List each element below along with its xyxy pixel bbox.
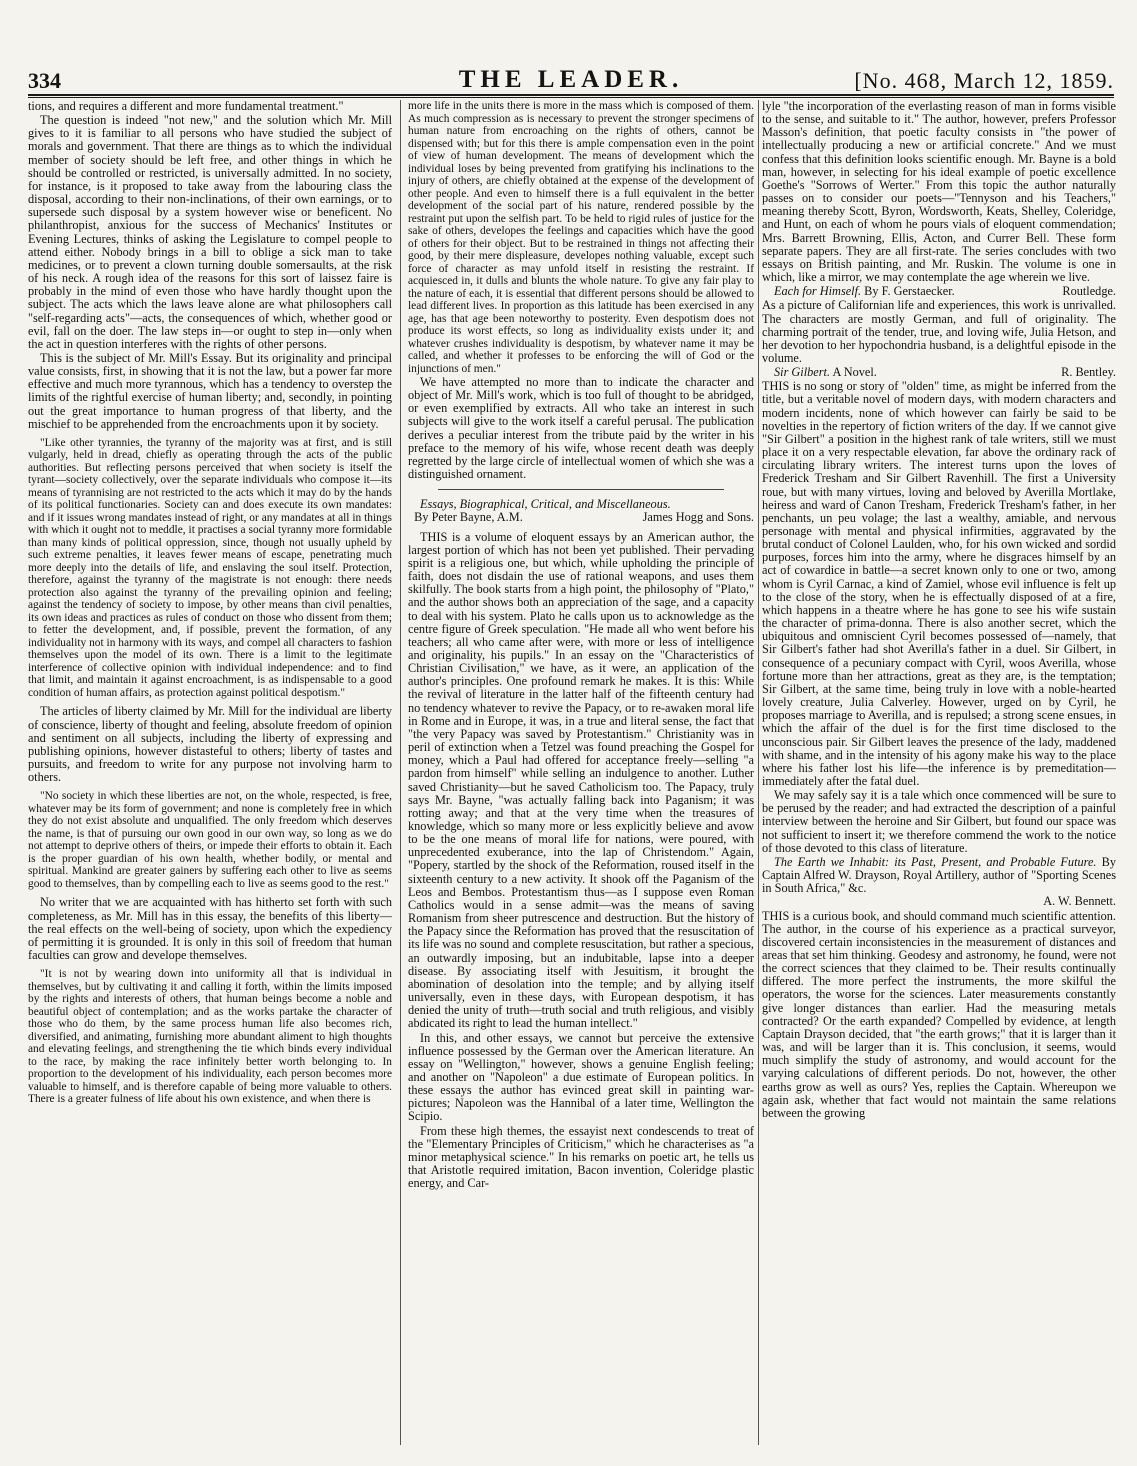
book-author: By F. Gerstaecker. bbox=[864, 284, 955, 299]
issue-date: [No. 468, March 12, 1859. bbox=[854, 68, 1114, 93]
paragraph: From these high themes, the essayist next condescends to treat of the "Elementary Principles of Criticism," which he characterises as "a minor metaphysical science." In his remarks on poetic art, he tells us that Aristotle required imitation, Bacon invention, Coleridge plastic energy, and Car- bbox=[408, 1123, 754, 1191]
book-publisher: James Hogg and Sons. bbox=[642, 510, 754, 525]
column-2 bbox=[408, 100, 754, 1450]
book-title: Each for Himself. bbox=[774, 284, 862, 299]
column-divider bbox=[400, 100, 401, 1445]
paragraph: THIS is no song or story of "olden" time, as might be inferred from the title, but a veritable novel of modern days, with modern characters and modern incidents, none of which however can fairly be said to be novelties in the repertory of fiction writers of the day. If we cannot give "Sir Gilbert" a position in the highest rank of tale writers, still we must place it on a very respectable elevation, far above the ordinary rack of circulating library writers. The interest turns upon the loves of Frederick Tresham and Sir Gilbert Ravenhill. The first a University roue, but with many virtues, loving and beloved by Averilla Mortlake, heiress and ward of Canon Tresham, Frederick Tresham's father, in her penchants, un peu volage; the last a wealthy, amiable, and nervous personage with mental and physical infirmities, aggravated by the brutal conduct of Colonel Laulden, who, for his own wicked and sordid purposes, forces him into the army, where he disgraces himself by an act of cowardice in battle—a secret known only to one or two, among whom is Cyril Carnac, a kind of Zamiel, whose evil influence is felt up to the close of the story, when he is effectually disposed of at a fire, which happens in a theatre where he has gone to see his wife sustain the character of prima-donna. There is also another secret, which the ubiquitous and omniscient Cyril becomes possessed of—namely, that Sir Gilbert's father had shot Averilla's father in a duel. Sir Gilbert, in consequence of a pecuniary compact with Cyril, woos Averilla, whose fortune more than her attractions, great as they are, is the temptation; Sir Gilbert, at the same time, being truly in love with a noble-hearted lovely creature, Julia Calverley. However, urged on by Cyril, he proposes marriage to Averilla, and is repulsed; a strong scene ensues, in which the affair of the duel is for the first time disclosed to the unconscious pair. Sir Gilbert leaves the presence of the lady, maddened with shame, and in the intensity of his agony make his way to the place where his father lost his life—the inference is by premeditation—immediately after the fatal duel. bbox=[762, 379, 1116, 788]
paragraph: lyle "the incorporation of the everlasting reason of man in forms visible to the sense, and suitable to it." The author, however, prefers Professor Masson's definition, that poetic faculty consists in "the power of intellectually producing a new or artificial concrete." And we must confess that this definition looks scientific enough. Mr. Bayne is a bold man, however, in selecting for his ideal example of poetic excellence Goethe's "Sorrows of Werter." From this topic the author naturally passes on to consider our poets—"Tennyson and his Teachers," meaning thereby Scott, Byron, Wordsworth, Keats, Shelley, Coleridge, and Hunt, on each of whom he pours vials of eloquent commendation; Mrs. Barrett Browning, Ellis, Acton, and Currer Bell. These form separate papers. They are all first-rate. The series concludes with two essays on British painting, and Mr. Ruskin. The volume is one in which, like a mirror, we may contemplate the age wherein we live. bbox=[762, 100, 1116, 285]
book-title: The Earth we Inhabit: its Past, Present, and Probable Future. bbox=[774, 854, 1097, 869]
paragraph: tions, and requires a different and more fundamental treatment." bbox=[28, 100, 344, 113]
quotation: "It is not by wearing down into uniformity all that is individual in themselves, but by cultivating it and calling it forth, within the limits imposed by the rights and interests of others, that human beings become a noble and beautiful object of contemplation; and as the works partake the character of those who do them, by the same process human life also becomes rich, diversified, and animating, furnishing more abundant aliment to high thoughts and elevating feelings, and strengthening the tie which binds every individual to the race, by making the race infinitely better worth belonging to. In proportion to the development of his individuality, each person becomes more valuable to himself, and is therefore capable of being more valuable to others. There is a greater fulness of life about his own existence, and when there is bbox=[28, 968, 392, 1106]
paragraph: This is the subject of Mr. Mill's Essay. But its originality and principal value consists, first, in showing that it is not the law, but a power far more effective and much more tyrannous, which has a tendency to overstep the limits of the rightful exercise of human liberty; and, secondly, in pointing out the great importance to human progress of that liberty, and the mischief to be apprehended from the encroachments upon it by society. bbox=[28, 350, 392, 431]
book-publisher: R. Bentley. bbox=[1061, 365, 1116, 380]
book-heading-gerstaecker bbox=[762, 285, 1116, 298]
book-author: By Captain Alfred W. Drayson, Royal Artillery, author of "Sporting Scenes in South Africa," &c. bbox=[762, 854, 1116, 896]
column-1 bbox=[28, 100, 392, 1450]
book-author: By Peter Bayne, A.M. bbox=[414, 510, 523, 525]
page-number: 334 bbox=[28, 68, 61, 93]
publication-title: THE LEADER. bbox=[458, 66, 684, 93]
book-title: Sir Gilbert. bbox=[774, 365, 831, 380]
quotation: "No society in which these liberties are not, on the whole, respected, is free, whatever may be its form of government; and none is completely free in which they do not exist absolute and unqualified. The only freedom which deserves the name, is that of pursuing our own good in our own way, so long as we do not attempt to deprive others of theirs, or impede their efforts to obtain it. Each is the proper guardian of his own health, whether bodily, or mental and spiritual. Mankind are greater gainers by suffering each other to live as seems good to themselves, than by compelling each to live as seems good to the rest." bbox=[28, 790, 392, 890]
book-heading-bayne bbox=[408, 498, 754, 524]
quotation: "Like other tyrannies, the tyranny of the majority was at first, and is still vulgarly, held in dread, chiefly as operating through the acts of the public authorities. But reflecting persons perceived that when society is itself the tyrant—society collectively, over the separate individuals who compose it—its means of tyrannising are not restricted to the acts which it may do by the hands of its political functionaries. Society can and does execute its own mandates: and if it issues wrong mandates instead of right, or any mandates at all in things with which it ought not to meddle, it practises a social tyranny more formidable than many kinds of political oppression, since, though not usually upheld by such extreme penalties, it leaves fewer means of escape, penetrating much more deeply into the details of life, and enslaving the soul itself. Protection, therefore, against the tyranny of the magistrate is not enough: there needs protection also against the tyranny of the prevailing opinion and feeling; against the tendency of society to impose, by other means than civil penalties, its own ideas and practices as rules of conduct on those who dissent from them; to fetter the development, and, if possible, prevent the formation, of any individuality not in harmony with its ways, and compel all characters to fashion themselves upon the model of its own. There is a limit to the legitimate interference of collective opinion with individual independence: and to find that limit, and maintain it against encroachment, is as indispensable to a good condition of human affairs, as protection against political despotism." bbox=[28, 436, 392, 699]
paragraph: No writer that we are acquainted with has hitherto set forth with such completeness, as Mr. Mill has in this essay, the benefits of this liberty—the real effects on the well-being of society, upon which the expediency of permitting it is grounded. It is only in this soil of freedom that human faculties can grow and develope themselves. bbox=[28, 895, 392, 962]
paragraph: The articles of liberty claimed by Mr. Mill for the individual are liberty of conscience, liberty of thought and feeling, absolute freedom of opinion and sentiment on all subjects, including the liberty of expressing and publishing opinions, however distasteful to others; liberty of tastes and pursuits, and freedom to write for any purpose not involving harm to others. bbox=[28, 704, 392, 785]
book-publisher: Routledge. bbox=[1062, 284, 1116, 299]
paragraph: We may safely say it is a tale which once commenced will be sure to be perused by the reader; and had extracted the description of a painful interview between the heroine and Sir Gilbert, but found our space was not sufficient to insert it; we therefore commend the work to the notice of those devoted to this class of literature. bbox=[762, 788, 1116, 855]
masthead bbox=[28, 66, 1114, 96]
paragraph: THIS is a volume of eloquent essays by an American author, the largest portion of which has not been yet published. Their pervading spirit is a religious one, but which, while upholding the principle of faith, does not disdain the use of rational weapons, and uses them skilfully. The book starts from a high point, the philosophy of "Plato," and the author shows both an appreciation of the sage, and a capacity to deal with his system. Plato he calls upon us to acknowledge as the centre figure of Greek speculation. "He made all who went before his teachers; all who came after were, with more or less of intelligence and originality, his pupils." In an essay on the "Characteristics of Christian Civilisation," we have, as it were, an application of the author's principles. One profound remark he makes. It is this: While the revival of literature in the latter half of the fifteenth century had no tendency whatever to revive the Papacy, or to re-awaken moral life in Rome and in Europe, it was, in a true and literal sense, the fact that "the very Papacy was saved by Protestantism." Christianity was in peril of extinction when a Tetzel was found preaching the Gospel for money, which a Paul had offered for acceptance freely—selling "a pardon from himself" while selling an indulgence to another. Luther saved Christianity—but he saved Catholicism too. The Papacy, truly says Mr. Bayne, "was actually falling back into Paganism; it was rotting away; and that at the very time when the treasures of knowledge, which so many more or less explicitly believe and avow to be the one means of moral life for nations, were poured, with unprecedented exuberance, into the lap of Christendom." Again, "Popery, startled by the shock of the Reformation, roused itself in the sixteenth century to a new activity. It shook off the Paganism of the Leos and Bembos. Protestantism thus—as I suppose even Roman Catholics would in a sense admit—was the means of saving Romanism from sheer putrescence and destruction. But the history of the Papacy since the Reformation has proved that the resuscitation of its life was no sound and complete resuscitation, but rather a specious, an outwardly imposing, but an indubitable, lapse into a deeper disease. By associating itself with Jesuitism, it brought the abomination of desolation into the temple; and by allying itself universally, even in these days, with European despotism, it has denied the unity of truth—truth social and truth religious, and visibly abdicated its right to lead the human intellect." bbox=[408, 529, 754, 1031]
book-heading-drayson bbox=[762, 856, 1116, 909]
book-author: A Novel. bbox=[832, 365, 877, 380]
paragraph: The question is indeed "not new," and the solution which Mr. Mill gives to it is familiar to all persons who have studied the subject of morals and government. That there are things as to which the individual member of society should be left free, and other things in which he should be controlled or restricted, is universally admitted. In no society, for instance, is it proposed to take away from the labouring class the disposal, according to their non-inclinations, of their own earnings, or to supersede such disposal by a system however wise or beneficent. No philanthropist, anxious for the success of Mechanics' Institutes or Evening Lectures, thinks of asking the Legislature to compel people to attend either. Nobody brings in a bill to oblige a sick man to take medicines, or to prevent a clown turning double somersaults, at the risk of his neck. A rough idea of the reasons for this sort of laissez faire is probably in the mind of even those who have hardly thought upon the subject. The acts which the laws leave alone are what philosophers call "self-regarding acts"—acts, the consequences of which, whether good or evil, fall on the doer. The law steps in—or ought to step in—only when the act in question interferes with the rights of other persons. bbox=[28, 113, 392, 351]
paragraph: THIS is a curious book, and should command much scientific attention. The author, in the course of his experience as a practical surveyor, discovered certain inconsistencies in the measurement of distances and areas that set him thinking. Geodesy and astronomy, he found, were not the correct sciences that they claimed to be. Their results continually differed. The more perfect the instruments, the more skilful the operators, the worse for the sciences. Later measurements constantly give longer distances than earlier. Had the measuring metals contracted? Or the earth expanded? Compelled by evidence, at length Captain Drayson decided, that "the earth grows;" that it is larger than it was, and will be larger than it is. This conclusion, it seems, would much simplify the study of astronomy, and would account for the varying calculations of different periods. Do not, however, the other earths grow as well as ours? Yes, replies the Captain. Whereupon we again ask, whether that fact would not maintain the same relations between the growing bbox=[762, 908, 1116, 1120]
book-heading-gilbert bbox=[762, 366, 1116, 379]
paragraph: We have attempted no more than to indicate the character and object of Mr. Mill's work, which is too full of thought to be abridged, or even exemplified by extracts. All who take an interest in such subjects will give to the work itself a careful perusal. The publication derives a peculiar interest from the tribute paid by the writer in his preface to the memory of his wife, whose recent death was deeply regretted by the large circle of intellectual women of which she was a distinguished ornament. bbox=[408, 375, 754, 482]
column-3 bbox=[762, 100, 1116, 1450]
masthead-rule bbox=[28, 97, 1114, 98]
book-title: Essays, Biographical, Critical, and Miscellaneous. bbox=[420, 497, 671, 512]
quotation: more life in the units there is more in the mass which is composed of them. As much compression as is necessary to prevent the stronger specimens of human nature from encroaching on the rights of others, cannot be dispensed with; but for this there is ample compensation even in the point of view of human development. The means of development which the individual loses by being prevented from gratifying his inclinations to the injury of others, are chiefly obtained at the expense of the development of other people. And even to himself there is a full equivalent in the better development of the social part of his nature, rendered possible by the restraint put upon the selfish part. To be held to rigid rules of justice for the sake of others, developes the feelings and capacities which have the good of others for their object. But to be restrained in things not affecting their good, by their mere displeasure, developes nothing valuable, except such force of character as may unfold itself in resisting the restraint. If acquiesced in, it dulls and blunts the whole nature. To give any fair play to the nature of each, it is essential that different persons should be allowed to lead different lives. In proportion as this latitude has been exercised in any age, has that age been noteworthy to posterity. Even despotism does not produce its worst effects, so long as individuality exists under it; and whatever crushes individuality is despotism, by whatever name it may be called, and whether it professes to be enforcing the will of God or the injunctions of men." bbox=[408, 100, 754, 375]
paragraph: In this, and other essays, we cannot but perceive the extensive influence possessed by the German over the American literature. An essay on "Wellington," however, shows a genuine English feeling; and another on "Napoleon" a due estimate of European politics. In these essays the author has evinced great skill in painting war-pictures; Napoleon was the Hannibal of a later time, Wellington the Scipio. bbox=[408, 1030, 754, 1124]
section-divider bbox=[438, 489, 724, 490]
column-divider bbox=[758, 100, 759, 1445]
paragraph: As a picture of Californian life and experiences, this work is unrivalled. The characters are mostly German, and full of originality. The charming portrait of the tender, true, and loving wife, Julia Hetson, and her devotion to her hypochondria husband, is a delightful episode in the volume. bbox=[762, 298, 1116, 365]
book-publisher: A. W. Bennett. bbox=[1043, 894, 1116, 909]
